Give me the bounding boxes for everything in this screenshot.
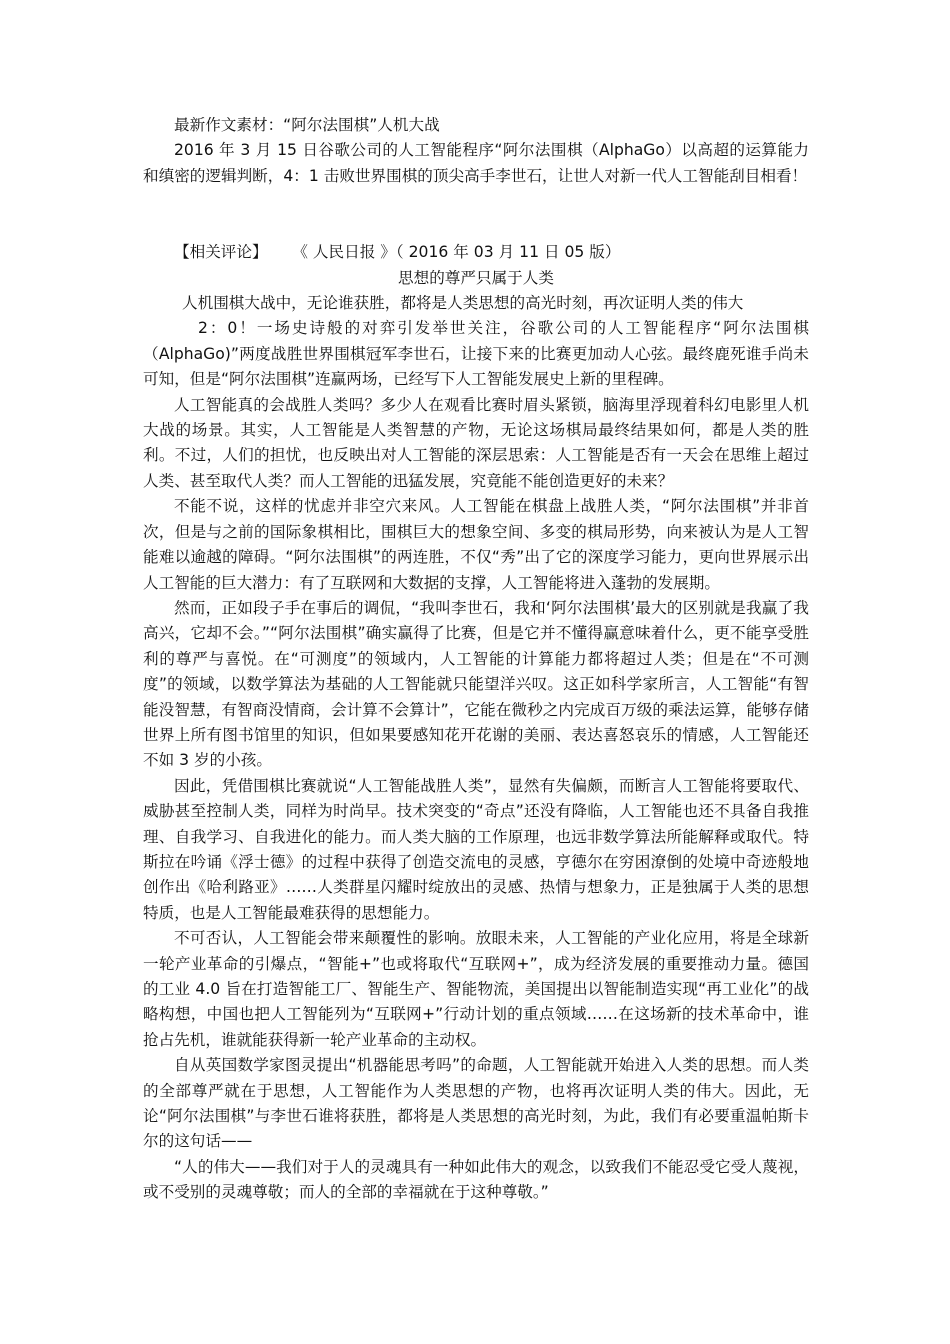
article-paragraph: 因此，凭借围棋比赛就说“人工智能战胜人类”，显然有失偏颇，而断言人工智能将要取代、威胁甚至控制人类，同样为时尚早。技术突变的“奇点”还没有降临，人工智能也还不具备自我推理、自我学习、自我进化的能力。而人类大脑的工作原理，也远非数学算法所能解释或取代。特斯拉在吟诵《浮士德》的过程中获得了创造交流电的灵感，亨德尔在穷困潦倒的处境中奇迹般地创作出《哈利路亚》……人类群星闪耀时绽放出的灵感、热情与想象力，正是独属于人类的思想特质，也是人工智能最难获得的思想能力。	[143, 776, 809, 922]
article-paragraph: 2：0！一场史诗般的对弈引发举世关注，谷歌公司的人工智能程序“阿尔法围棋（AlphaGo)”两度战胜世界围棋冠军李世石，让接下来的比赛更加动人心弦。最终鹿死谁手尚未可知，但是“阿尔法围棋”连赢两场，已经写下人工智能发展史上新的里程碑。	[143, 319, 809, 389]
article-paragraph: 然而，正如段子手在事后的调侃，“我叫李世石，我和‘阿尔法围棋’最大的区别就是我赢了我高兴，它却不会。”“阿尔法围棋”确实赢得了比赛，但是它并不懂得赢意味着什么，更不能享受胜利的尊严与喜悦。在“可测度”的领域内，人工智能的计算能力都将超过人类；但是在“不可测度”的领域，以数学算法为基础的人工智能就只能望洋兴叹。这正如科学家所言，人工智能“有智能没智慧，有智商没情商，会计算不会算计”，它能在微秒之内完成百万级的乘法运算，能够存储世界上所有图书馆里的知识，但如果要感知花开花谢的美丽、表达喜怒哀乐的情感，人工智能还不如 3 岁的小孩。	[143, 598, 809, 770]
article-paragraph: 自从英国数学家图灵提出“机器能思考吗”的命题，人工智能就开始进入人类的思想。而人类的全部尊严就在于思想，人工智能作为人类思想的产物，也将再次证明人类的伟大。因此，无论“阿尔法围棋”与李世石谁将获胜，都将是人类思想的高光时刻，为此，我们有必要重温帕斯卡尔的这句话——	[143, 1056, 809, 1151]
closing-quote: “人的伟大——我们对于人的灵魂具有一种如此伟大的观念，以致我们不能忍受它受人蔑视，或不受别的灵魂尊敬；而人的全部的幸福就在于这种尊敬。”	[143, 1157, 809, 1202]
article-paragraph: 不可否认，人工智能会带来颠覆性的影响。放眼未来，人工智能的产业化应用，将是全球新一轮产业革命的引爆点，“智能+”也或将取代“互联网+”，成为经济发展的重要推动力量。德国的工业 4.0 旨在打造智能工厂、智能生产、智能物流，美国提出以智能制造实现“再工业化”的战略构想，中国也把人工智能列为“互联网+”行动计划的重点领域……在这场新的技术革命中，谁抢占先机，谁就能获得新一轮产业革命的主动权。	[143, 929, 809, 1049]
section-spacer	[143, 189, 809, 240]
review-label: 【相关评论】	[174, 243, 268, 262]
article-paragraph: 人工智能真的会战胜人类吗？多少人在观看比赛时眉头紧锁，脑海里浮现着科幻电影里人机大战的场景。其实，人工智能是人类智慧的产物，无论这场棋局最终结果如何，都是人类的胜利。不过，人们的担忧，也反映出对人工智能的深层思索：人工智能是否有一天会在思维上超过人类、甚至取代人类？而人工智能的迅猛发展，究竟能不能创造更好的未来？	[143, 395, 809, 490]
article-paragraph: 不能不说，这样的忧虑并非空穴来风。人工智能在棋盘上战胜人类，“阿尔法围棋”并非首次，但是与之前的国际象棋相比，围棋巨大的想象空间、多变的棋局形势，向来被认为是人工智能难以逾越的障碍。“阿尔法围棋”的两连胜，不仅“秀”出了它的深度学习能力，更向世界展示出人工智能的巨大潜力：有了互联网和大数据的支撑，人工智能将进入蓬勃的发展期。	[143, 497, 809, 592]
review-line	[143, 240, 809, 265]
lead-sentence: 人机围棋大战中，无论谁获胜，都将是人类思想的高光时刻，再次证明人类的伟大	[182, 294, 744, 313]
header-title: 最新作文素材：“阿尔法围棋”人机大战	[174, 116, 440, 134]
review-source: 《 人民日报 》（ 2016 年 03 月 11 日 05 版）	[292, 243, 621, 262]
article-title: 思想的尊严只属于人类	[398, 268, 554, 287]
document-body	[143, 113, 809, 1206]
intro-paragraph: 2016 年 3 月 15 日谷歌公司的人工智能程序“阿尔法围棋（AlphaGo）以高超的运算能力和缜密的逻辑判断，4：1 击败世界围棋的顶尖高手李世石，让世人对新一代人工智能刮目相看！	[143, 141, 809, 185]
